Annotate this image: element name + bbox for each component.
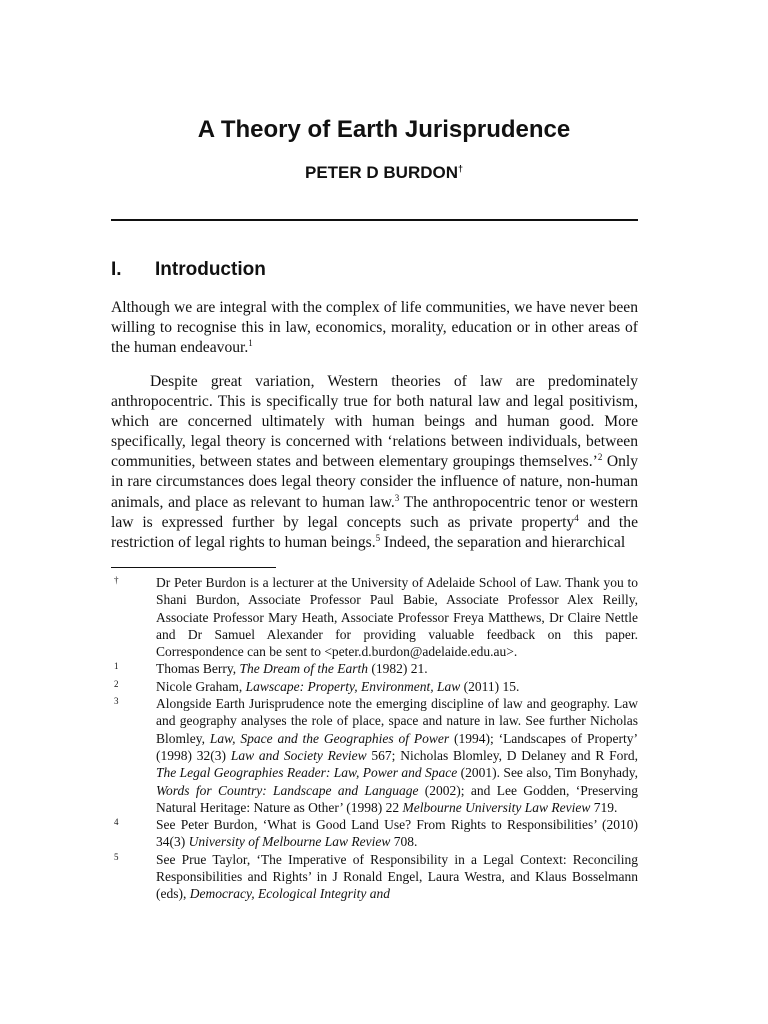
footnote-mark: 4 <box>114 817 119 828</box>
footnote-text: Thomas Berry, <box>156 661 240 677</box>
section-title: Introduction <box>155 259 266 280</box>
footnotes <box>111 574 638 903</box>
footnote-1 <box>111 660 638 677</box>
footnote-text: Nicole Graham, <box>156 678 246 694</box>
footnote-text: (1994); ‘Landscapes of Property’ (1998) 32(3) <box>156 730 638 763</box>
footnote-italic: The Dream of the Earth <box>239 661 368 677</box>
footnote-mark: 5 <box>114 851 119 862</box>
footnote-ref-5[interactable]: 5 <box>375 532 381 543</box>
footnote-text: 719. <box>590 799 618 815</box>
footnote-mark: 3 <box>114 696 119 707</box>
footnote-text: (2001). See also, Tim Bonyhady, <box>457 765 638 781</box>
title-divider <box>111 219 638 221</box>
paragraph-2-s5: Indeed, the separation and hierarchical <box>380 533 626 551</box>
footnote-italic: Democracy, Ecological Integrity and <box>189 886 390 902</box>
footnote-italic: Melbourne University Law Review <box>402 799 591 815</box>
author-name <box>0 163 768 183</box>
footnote-italic: The Legal Geographies Reader: Law, Power and Space <box>156 765 458 781</box>
paragraph-1-text: Although we are integral with the complex of life communities, we have never been willing to recognise this in law, economics, morality, education or in other areas of the human endeavour. <box>111 299 638 357</box>
footnote-ref-2[interactable]: 2 <box>597 452 603 463</box>
footnote-text: Dr Peter Burdon is a lecturer at the University of Adelaide School of Law. Thank you to Shani Burdon, Associate Professor Paul Babie, Associate Professor Alex Reilly, Associate Professor Mary Heath, Associate Professor Freya Matthews, Dr Claire Nettle and Dr Samuel Alexander for providing valuable feedback on this paper. Correspondence can be sent to <peter.d.burdon@adelaide.edu.au>. <box>156 575 638 660</box>
footnote-ref-1[interactable]: 1 <box>248 338 253 348</box>
paragraph-2-s3: The anthropocentric tenor or western law is expressed further by legal concepts such as private property <box>111 493 639 531</box>
section-heading <box>111 259 266 281</box>
footnote-italic: Law, Space and the Geographies of Power <box>209 730 450 746</box>
footnote-text: 708. <box>390 834 418 850</box>
footnote-italic: Law and Society Review <box>230 747 367 763</box>
footnote-5 <box>111 851 638 903</box>
paragraph-2-s2: Only in rare circumstances does legal theory consider the influence of nature, non-human animals, and place as relevant to human law. <box>111 453 639 511</box>
footnote-text: Alongside Earth Jurisprudence note the emerging discipline of law and geography. Law and geography analyses the role of place, space and nature in law. See further Nicholas Blomley, <box>156 696 638 746</box>
footnote-divider <box>111 567 276 568</box>
footnote-italic: Lawscape: Property, Environment, Law <box>245 678 461 694</box>
footnote-ref-4[interactable]: 4 <box>574 512 579 523</box>
section-number: I. <box>111 259 122 280</box>
footnote-mark: 1 <box>114 661 119 672</box>
footnote-mark: † <box>114 575 119 585</box>
footnote-mark: 2 <box>114 678 119 689</box>
paragraph-1 <box>111 298 638 358</box>
footnote-text: (1982) 21. <box>367 661 428 677</box>
footnote-ref-3[interactable]: 3 <box>394 492 400 503</box>
footnote-3 <box>111 695 638 816</box>
footnote-text: (2011) 15. <box>460 678 520 694</box>
footnote-dagger <box>111 574 638 660</box>
footnote-text: See Prue Taylor, ‘The Imperative of Responsibility in a Legal Context: Reconciling Responsibilities and Rights’ in J Ronald Engel, Laura Westra, and Klaus Bosselmann (eds), <box>156 851 638 902</box>
paragraph-2-s1: Despite great variation, Western theories of law are predominately anthropocentric. This is specifically true for both natural law and legal positivism, which are concerned ultimately with human beings and human good. More specifically, legal theory is concerned with ‘relations between individuals, between communities, between states and between elementary groupings themselves.’ <box>111 373 638 471</box>
author-footnote-mark[interactable]: † <box>458 163 464 174</box>
footnote-text: See Peter Burdon, ‘What is Good Land Use? From Rights to Responsibilities’ (2010) 34(3) <box>156 817 638 850</box>
footnote-italic: University of Melbourne Law Review <box>188 834 391 850</box>
paragraph-2 <box>111 372 638 553</box>
paragraph-2-s4: and the restriction of legal rights to human beings. <box>111 513 638 551</box>
author-text: PETER D BURDON <box>304 163 458 182</box>
footnote-text: 567; Nicholas Blomley, D Delaney and R Ford, <box>366 747 639 763</box>
footnote-2 <box>111 678 638 695</box>
paper-title: A Theory of Earth Jurisprudence <box>197 116 571 143</box>
footnote-italic: Words for Country: Landscape and Language <box>156 782 419 798</box>
footnote-4 <box>111 816 638 851</box>
footnote-text: (2002); and Lee Godden, ‘Preserving Natural Heritage: Nature as Other’ (1998) 22 <box>156 782 638 815</box>
